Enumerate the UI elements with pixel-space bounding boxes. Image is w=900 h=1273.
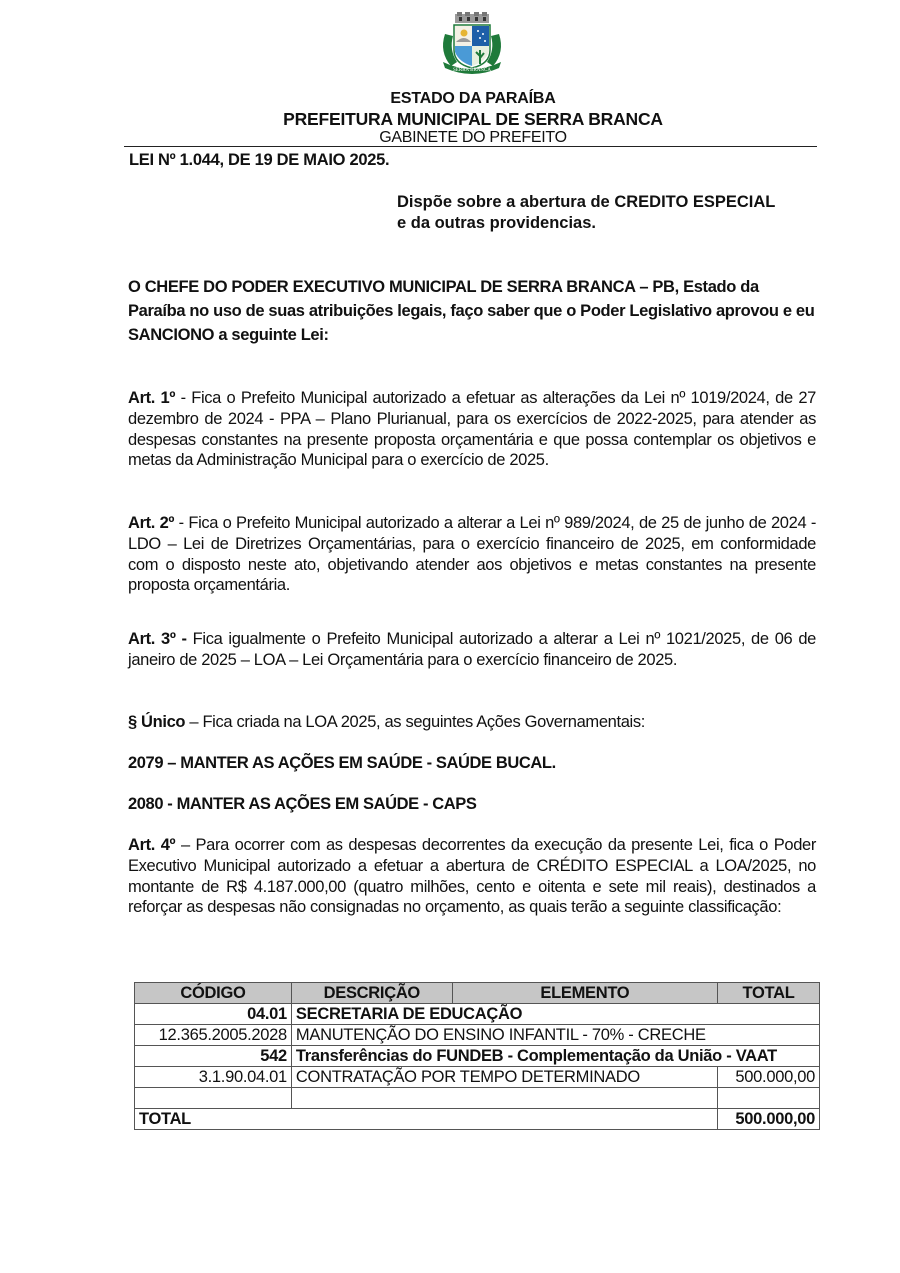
header-divider [124, 146, 817, 147]
law-title: LEI Nº 1.044, DE 19 DE MAIO 2025. [129, 151, 390, 169]
row-desc: MANUTENÇÃO DO ENSINO INFANTIL - 70% - CRECHE [291, 1025, 819, 1046]
total-value: 500.000,00 [718, 1109, 820, 1130]
total-label: TOTAL [135, 1109, 718, 1130]
paragrafo-unico [128, 713, 645, 732]
paragrafo-text: – Fica criada na LOA 2025, as seguintes Ações Governamentais: [185, 713, 645, 731]
article-label: Art. 3º - [128, 630, 187, 648]
table-row [135, 1025, 820, 1046]
law-summary [397, 192, 817, 234]
article-text: – Para ocorrer com as despesas decorrentes da execução da presente Lei, fica o Poder Executivo Municipal autorizado a efetuar a abertura de CRÉDITO ESPECIAL a LOA/2025, no montante de R$ 4.187.000,00 (quatro milhões, cento e oitenta e sete mil reais), destinados a reforçar as despesas não consignadas no orçamento, as quais terão a seguinte classificação: [128, 836, 816, 917]
article-label: Art. 2º [128, 514, 175, 532]
row-desc: Transferências do FUNDEB - Complementação da União - VAAT [291, 1046, 819, 1067]
row-code: 12.365.2005.2028 [135, 1025, 292, 1046]
row-desc: CONTRATAÇÃO POR TEMPO DETERMINADO [291, 1067, 717, 1088]
acao-2080: 2080 - MANTER AS AÇÕES EM SAÚDE - CAPS [128, 795, 477, 813]
table-row [135, 1067, 820, 1088]
row-value: 500.000,00 [718, 1067, 820, 1088]
article-3 [128, 629, 816, 671]
budget-table [134, 982, 820, 1130]
table-row [135, 1004, 820, 1025]
col-header-codigo: CÓDIGO [135, 983, 292, 1004]
empty-cell [718, 1088, 820, 1109]
summary-line-1: Dispõe sobre a abertura de CREDITO ESPECIAL [397, 193, 776, 211]
article-label: Art. 1º [128, 389, 176, 407]
municipality-heading: PREFEITURA MUNICIPAL DE SERRA BRANCA [283, 109, 663, 129]
office-heading: GABINETE DO PREFEITO [379, 129, 567, 146]
article-1 [128, 388, 816, 471]
table-row-empty [135, 1088, 820, 1109]
article-text: - Fica o Prefeito Municipal autorizado a efetuar as alterações da Lei nº 1019/2024, de 27 dezembro de 2024 - PPA – Plano Plurianual, para os exercícios de 2022-2025, para atender as despesas constantes na presente proposta orçamentária e que possa contemplar os objetivos e metas da Administração Municipal para o exercício de 2025. [128, 389, 816, 470]
table-total-row [135, 1109, 820, 1130]
paragrafo-label: § Único [128, 713, 186, 731]
preamble: O CHEFE DO PODER EXECUTIVO MUNICIPAL DE SERRA BRANCA – PB, Estado da Paraíba no uso de suas atribuições legais, faço saber que o Poder Legislativo aprovou e eu SANCIONO a seguinte Lei: [128, 278, 815, 344]
article-4 [128, 835, 816, 918]
svg-text:SERRA BRANCA: SERRA BRANCA [453, 68, 491, 73]
table-row [135, 1046, 820, 1067]
col-header-total: TOTAL [718, 983, 820, 1004]
row-code: 3.1.90.04.01 [135, 1067, 292, 1088]
article-2 [128, 513, 816, 596]
state-heading: ESTADO DA PARAÍBA [390, 90, 556, 107]
col-header-elemento: ELEMENTO [452, 983, 717, 1004]
empty-cell [135, 1088, 292, 1109]
table-header-row [135, 983, 820, 1004]
article-label: Art. 4º [128, 836, 176, 854]
row-code: 04.01 [135, 1004, 292, 1025]
empty-cell [291, 1088, 717, 1109]
row-desc: SECRETARIA DE EDUCAÇÃO [291, 1004, 819, 1025]
summary-line-2: e da outras providencias. [397, 214, 596, 232]
acao-2079: 2079 – MANTER AS AÇÕES EM SAÚDE - SAÚDE BUCAL. [128, 754, 556, 772]
row-code: 542 [135, 1046, 292, 1067]
coat-of-arms-icon [437, 12, 507, 78]
article-text: - Fica o Prefeito Municipal autorizado a alterar a Lei nº 989/2024, de 25 de junho de 2024 - LDO – Lei de Diretrizes Orçamentárias, para o exercício financeiro de 2025, em conformidade com o disposto neste ato, objetivando atender aos objetivos e metas constantes na presente proposta orçamentária. [128, 514, 816, 595]
article-text: Fica igualmente o Prefeito Municipal autorizado a alterar a Lei nº 1021/2025, de 06 de janeiro de 2025 – LOA – Lei Orçamentária para o exercício financeiro de 2025. [128, 630, 816, 669]
col-header-descricao: DESCRIÇÃO [291, 983, 452, 1004]
